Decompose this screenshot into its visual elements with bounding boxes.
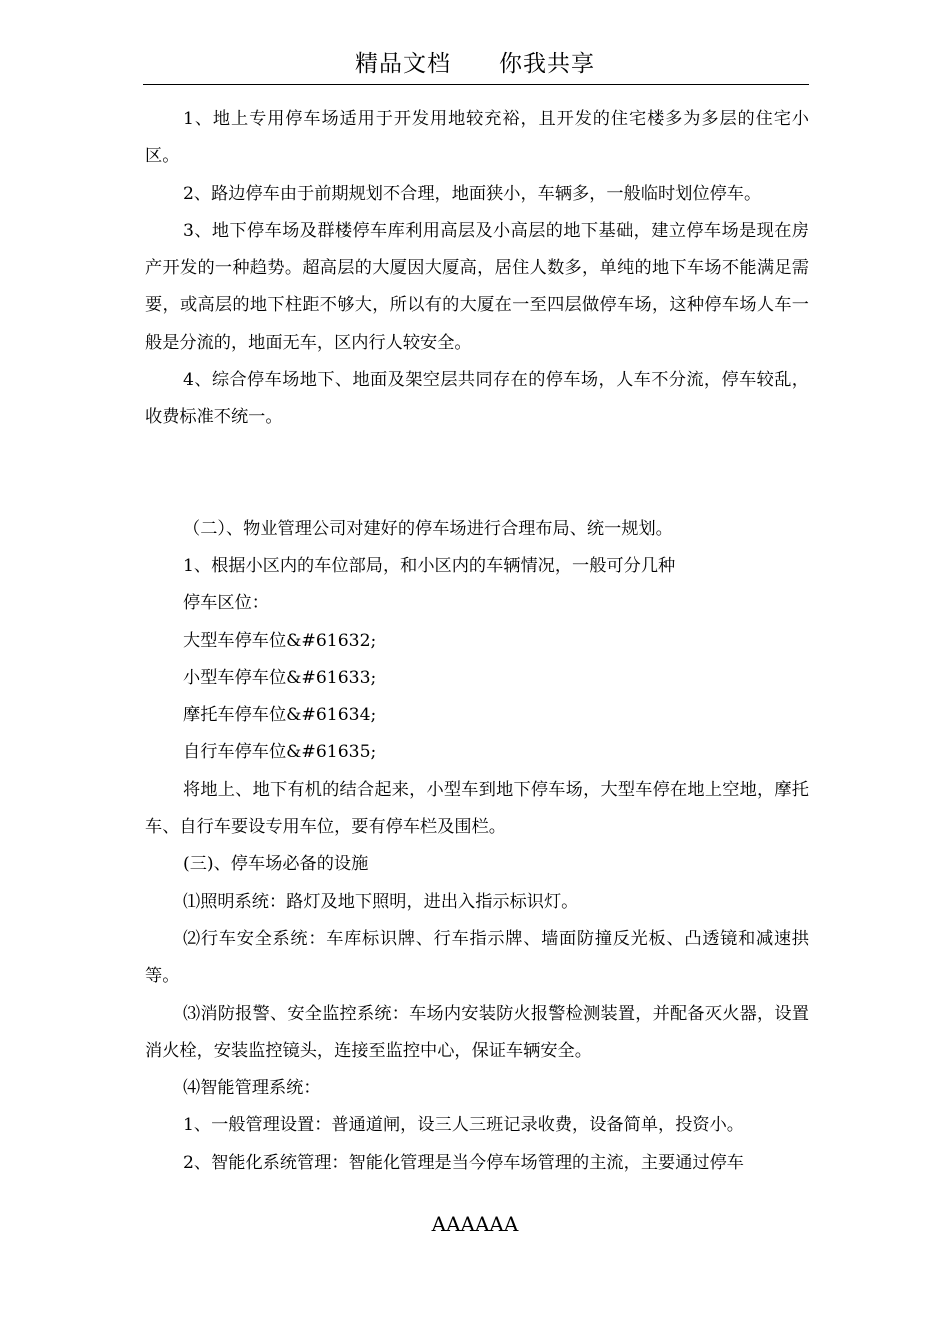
paragraph: 1、根据小区内的车位部局，和小区内的车辆情况，一般可分几种 (183, 555, 676, 576)
list-item: 摩托车停车位&#61634; (183, 705, 377, 726)
page-footer: AAAAAA (431, 1212, 519, 1236)
document-body (145, 101, 809, 1182)
paragraph: 1、一般管理设置：普通道闸，设三人三班记录收费，设备简单，投资小。 (183, 1115, 744, 1136)
list-item: ⑷智能管理系统： (183, 1078, 321, 1099)
list-item: ⑴照明系统：路灯及地下照明，进出入指示标识灯。 (183, 891, 579, 912)
list-item: ⑵行车安全系统：车库标识牌、行车指示牌、墙面防撞反光板、凸透镜和减速拱等。 (145, 928, 809, 987)
paragraph: 1、地上专用停车场适用于开发用地较充裕，且开发的住宅楼多为多层的住宅小区。 (145, 109, 809, 167)
list-item: 小型车停车位&#61633; (183, 667, 377, 688)
list-item: 大型车停车位&#61632; (183, 630, 377, 651)
paragraph: 停车区位： (183, 593, 269, 614)
paragraph: 将地上、地下有机的结合起来，小型车到地下停车场，大型车停在地上空地，摩托车、自行车要设专用车位，要有停车栏及围栏。 (145, 779, 809, 838)
section-heading: （二）、物业管理公司对建好的停车场进行合理布局、统一规划。 (183, 518, 673, 539)
paragraph: 3、地下停车场及群楼停车库利用高层及小高层的地下基础，建立停车场是现在房产开发的一种趋势。超高层的大厦因大厦高，居住人数多，单纯的地下车场不能满足需要，或高层的地下柱距不够大，所以有的大厦在一至四层做停车场，这种停车场人车一般是分流的，地面无车，区内行人较安全。 (145, 220, 809, 353)
header-left-text: 精品文档 (355, 51, 451, 77)
paragraph: 2、智能化系统管理：智能化管理是当今停车场管理的主流，主要通过停车 (183, 1152, 744, 1173)
paragraph: 2、路边停车由于前期规划不合理，地面狭小，车辆多，一般临时划位停车。 (183, 183, 762, 204)
list-item: 自行车停车位&#61635; (183, 742, 377, 763)
spacer (145, 437, 809, 511)
section-heading: (三)、停车场必备的设施 (183, 854, 369, 875)
list-item: ⑶消防报警、安全监控系统：车场内安装防火报警检测装置，并配备灭火器，设置消火栓，安装监控镜头，连接至监控中心，保证车辆安全。 (145, 1003, 809, 1061)
page-header (0, 45, 950, 78)
header-right-text: 你我共享 (499, 51, 595, 77)
header-divider (143, 84, 809, 85)
paragraph: 4、综合停车场地下、地面及架空层共同存在的停车场，人车不分流，停车较乱，收费标准不统一。 (145, 370, 809, 428)
